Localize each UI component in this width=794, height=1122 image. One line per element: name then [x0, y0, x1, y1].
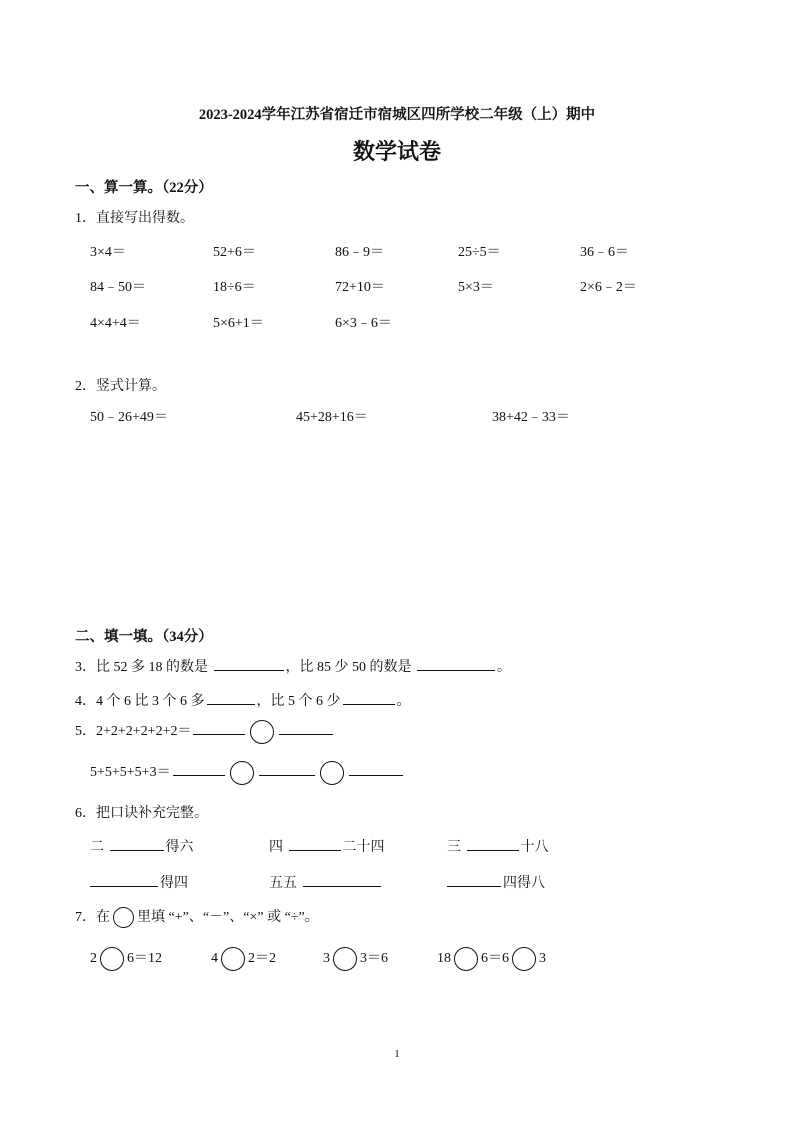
answer-blank[interactable] — [447, 872, 501, 887]
answer-blank[interactable] — [343, 690, 395, 705]
operand: 3 — [539, 951, 546, 967]
mnemonic-text: 十八 — [520, 840, 549, 855]
operator-circle[interactable] — [454, 947, 478, 971]
operator-expression — [323, 947, 388, 971]
q4-text-b: ，比 5 个 6 少 — [256, 694, 341, 709]
question-5-line-2 — [90, 761, 405, 785]
mnemonic-item — [447, 872, 545, 892]
calc-item: 2×6﹣2＝ — [580, 280, 637, 295]
answer-blank[interactable] — [110, 836, 164, 851]
operator-circle[interactable] — [320, 761, 344, 785]
mnemonic-text: 得四 — [160, 876, 188, 891]
question-7-label — [75, 906, 319, 928]
answer-blank[interactable] — [279, 720, 333, 735]
operator-circle[interactable] — [333, 947, 357, 971]
operator-circle-sample — [113, 907, 134, 928]
mnemonic-item — [90, 872, 188, 892]
mnemonic-item — [269, 872, 383, 892]
mnemonic-text: 四得八 — [503, 876, 545, 891]
operator-circle[interactable] — [512, 947, 536, 971]
operator-circle[interactable] — [230, 761, 254, 785]
calc-item: 6×3﹣6＝ — [335, 316, 392, 331]
vertical-calc-item: 38+42﹣33＝ — [492, 410, 570, 425]
question-2-label: 2．竖式计算。 — [75, 379, 166, 394]
operator-expression — [437, 947, 546, 971]
calc-item: 36﹣6＝ — [580, 245, 629, 260]
calc-item: 3×4＝ — [90, 245, 126, 260]
answer-blank[interactable] — [349, 761, 403, 776]
operand: 6＝12 — [127, 951, 162, 967]
section-2-heading: 二、填一填。（34分） — [75, 629, 213, 645]
q5-expression-1: 5．2+2+2+2+2+2＝ — [75, 724, 192, 740]
answer-blank[interactable] — [467, 836, 519, 851]
question-1-label: 1．直接写出得数。 — [75, 211, 194, 226]
mnemonic-text: 五五 — [269, 876, 297, 891]
operator-circle[interactable] — [221, 947, 245, 971]
question-4 — [75, 690, 411, 710]
operator-expression — [211, 947, 276, 971]
operand: 4 — [211, 951, 218, 967]
mnemonic-text: 四 — [269, 840, 283, 855]
operand: 18 — [437, 951, 451, 967]
vertical-calc-item: 50﹣26+49＝ — [90, 410, 168, 425]
answer-blank[interactable] — [259, 761, 315, 776]
answer-blank[interactable] — [303, 872, 381, 887]
q3-text-a: 3．比 52 多 18 的数是 — [75, 660, 208, 675]
exam-subtitle: 数学试卷 — [352, 139, 441, 164]
mnemonic-text: 得六 — [165, 840, 194, 855]
q3-text-b: ，比 85 少 50 的数是 — [285, 660, 412, 675]
answer-blank[interactable] — [90, 872, 158, 887]
q4-text-a: 4．4 个 6 比 3 个 6 多 — [75, 694, 205, 709]
question-5-line-1 — [75, 720, 335, 744]
mnemonic-text: 二 — [90, 840, 104, 855]
answer-blank[interactable] — [289, 836, 341, 851]
mnemonic-text: 二十四 — [342, 840, 385, 855]
calc-item: 72+10＝ — [335, 280, 385, 295]
q7-text-pre: 7．在 — [75, 910, 110, 925]
operand: 2 — [90, 951, 97, 967]
mnemonic-item — [447, 836, 549, 856]
calc-item: 5×3＝ — [458, 280, 494, 295]
mnemonic-item — [90, 836, 194, 856]
exam-title: 2023-2024学年江苏省宿迁市宿城区四所学校二年级（上）期中 — [198, 107, 596, 123]
operand: 6＝6 — [481, 951, 509, 967]
answer-blank[interactable] — [173, 761, 225, 776]
calc-item: 86﹣9＝ — [335, 245, 384, 260]
page-number: 1 — [394, 1048, 400, 1060]
q4-text-c: 。 — [396, 694, 411, 709]
section-1-heading: 一、算一算。（22分） — [75, 180, 213, 196]
vertical-calc-item: 45+28+16＝ — [296, 410, 368, 425]
q3-text-c: 。 — [497, 660, 511, 675]
operand: 2＝2 — [248, 951, 276, 967]
operator-circle[interactable] — [100, 947, 124, 971]
operand: 3 — [323, 951, 330, 967]
calc-item: 84﹣50＝ — [90, 280, 146, 295]
q7-text-post: 里填 “+”、“－”、“×” 或 “÷”。 — [137, 910, 319, 925]
answer-blank[interactable] — [193, 720, 245, 735]
calc-item: 25÷5＝ — [458, 245, 501, 260]
operator-expression — [90, 947, 162, 971]
question-6-label: 6．把口诀补充完整。 — [75, 806, 208, 821]
calc-item: 18÷6＝ — [213, 280, 256, 295]
mnemonic-item — [269, 836, 385, 856]
calc-item: 5×6+1＝ — [213, 316, 264, 331]
q5-expression-2: 5+5+5+5+3＝ — [90, 765, 171, 781]
calc-item: 4×4+4＝ — [90, 316, 141, 331]
question-3 — [75, 656, 511, 676]
answer-blank[interactable] — [207, 690, 255, 705]
mnemonic-text: 三 — [447, 840, 461, 855]
operand: 3＝6 — [360, 951, 388, 967]
calc-item: 52+6＝ — [213, 245, 256, 260]
operator-circle[interactable] — [250, 720, 274, 744]
answer-blank[interactable] — [417, 656, 495, 671]
answer-blank[interactable] — [214, 656, 284, 671]
